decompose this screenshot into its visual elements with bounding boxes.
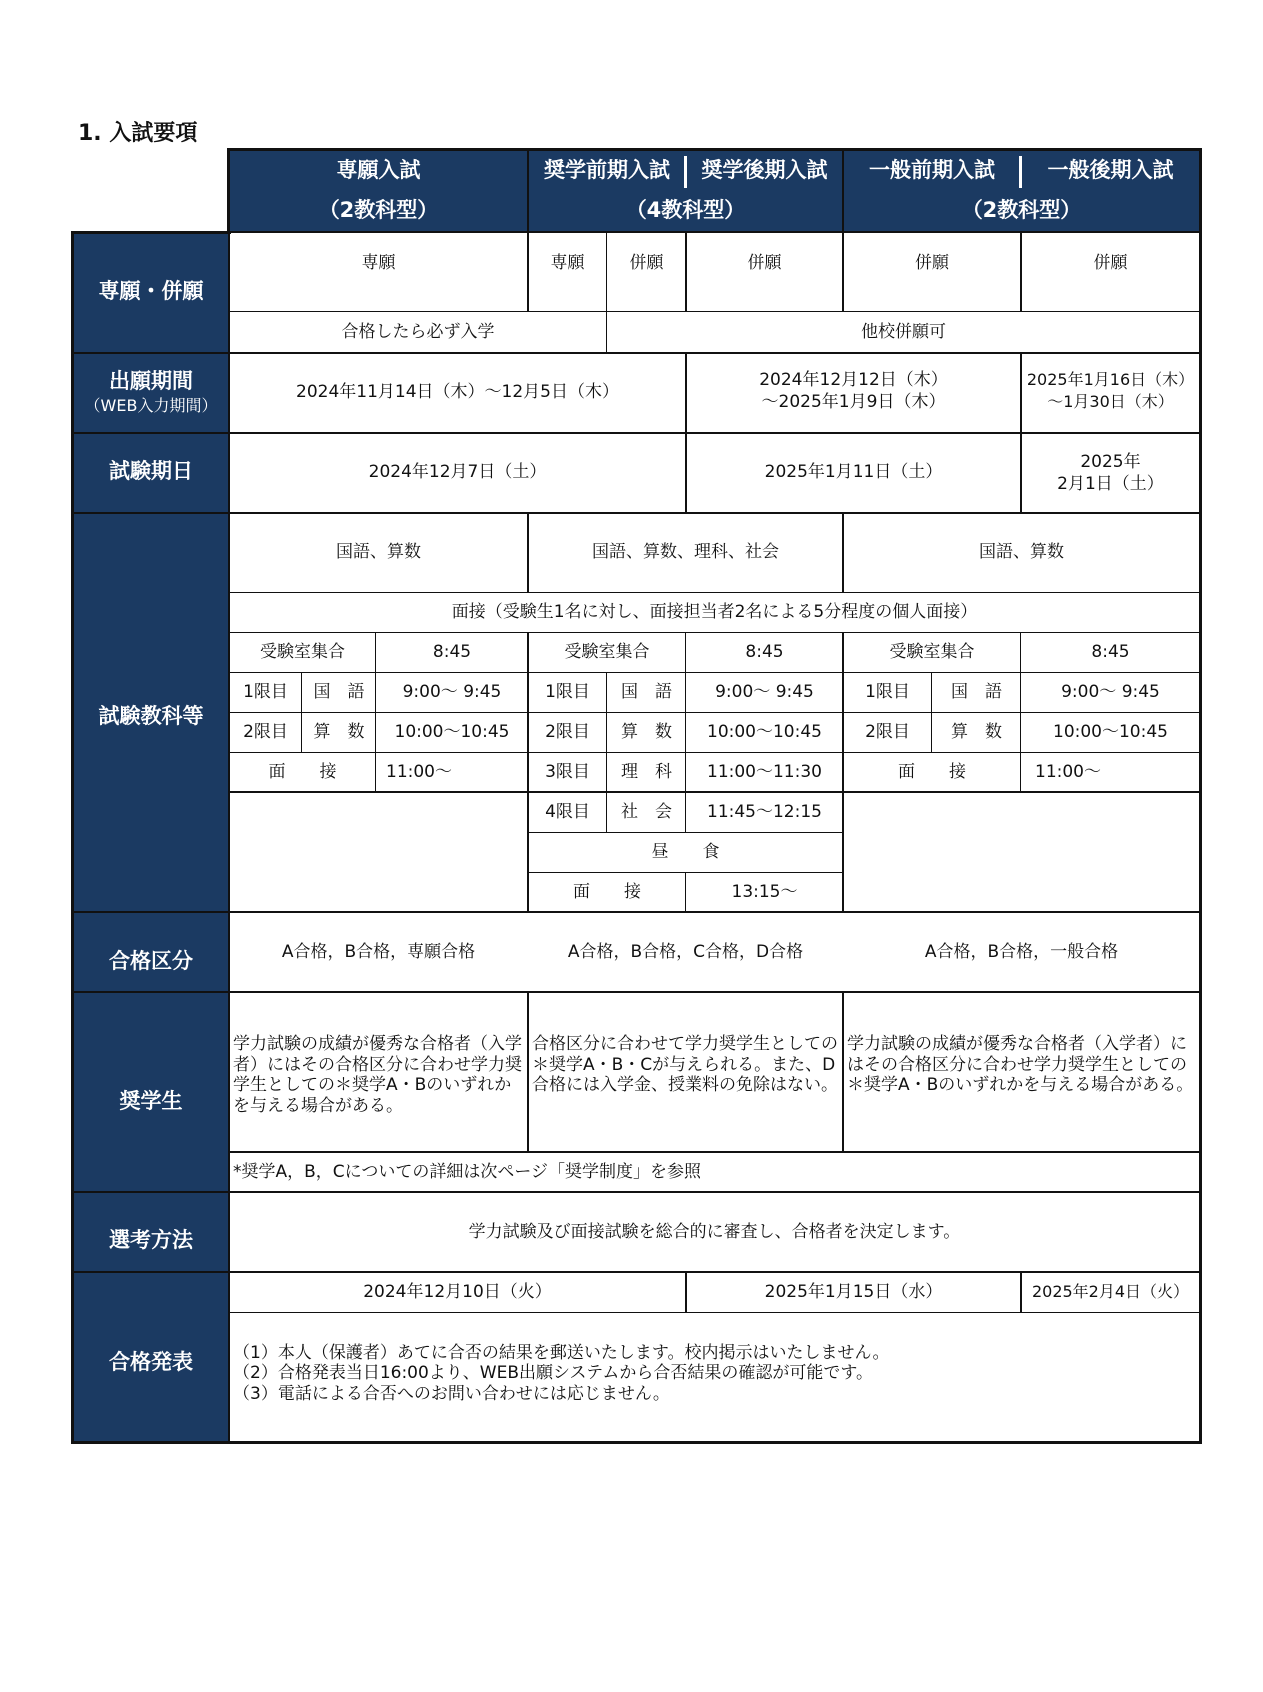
sched2-p1-time: 9:00～ 9:45 bbox=[715, 681, 814, 702]
grid-line bbox=[71, 1191, 1202, 1193]
header-col3-name-b: 一般後期入試 bbox=[1047, 158, 1174, 183]
grid-line bbox=[229, 1151, 1200, 1153]
senkan-v5: 併願 bbox=[915, 252, 949, 273]
sched2-p4: 4限目 bbox=[545, 801, 590, 822]
grid-line bbox=[842, 992, 844, 1152]
grid-line bbox=[71, 231, 74, 1444]
header-col2-type: （4教科型） bbox=[625, 198, 746, 223]
grid-line bbox=[528, 832, 843, 833]
senkan-v4: 併願 bbox=[747, 252, 782, 273]
grid-line bbox=[685, 352, 687, 512]
grid-line bbox=[1199, 148, 1202, 1444]
sched1-interview: 面 接 bbox=[268, 761, 337, 782]
sched3-p2-subj: 算 数 bbox=[951, 721, 1002, 742]
sched3-p1-subj: 国 語 bbox=[951, 681, 1002, 702]
sched2-p2-time: 10:00～10:45 bbox=[707, 721, 822, 742]
sched2-lunch: 昼 食 bbox=[651, 841, 720, 862]
grid-line bbox=[71, 512, 1202, 514]
grid-line bbox=[842, 512, 844, 592]
grid-line bbox=[685, 632, 686, 832]
grid-line bbox=[1020, 352, 1022, 512]
sched2-p3-time: 11:00～11:30 bbox=[707, 761, 822, 782]
grid-line bbox=[527, 632, 529, 912]
senkan-v2: 専願 bbox=[550, 252, 585, 273]
grid-line bbox=[71, 991, 1202, 993]
grid-line bbox=[606, 672, 607, 832]
exam-date-v3-line1: 2025年 bbox=[1080, 451, 1141, 472]
grid-line bbox=[229, 1312, 1200, 1313]
exam-date-v3-line2: 2月1日（土） bbox=[1057, 473, 1164, 494]
header-divider bbox=[684, 156, 687, 188]
sched1-gather: 受験室集合 bbox=[260, 641, 345, 662]
sched2-p3-subj: 理 科 bbox=[621, 761, 672, 782]
sched3-gather: 受験室集合 bbox=[889, 641, 975, 662]
sched1-interview-time: 11:00～ bbox=[386, 761, 452, 782]
sched1-p2: 2限目 bbox=[243, 721, 288, 742]
grid-line bbox=[685, 872, 686, 912]
sched1-p2-time: 10:00～10:45 bbox=[394, 721, 510, 742]
scholarship-note: *奨学A，B，Cについての詳細は次ページ「奨学制度」を参照 bbox=[233, 1161, 701, 1182]
label-announce: 合格発表 bbox=[109, 1350, 193, 1375]
pass-class-v3: A合格，B合格，一般合格 bbox=[924, 941, 1119, 962]
sched2-p2: 2限目 bbox=[545, 721, 590, 742]
header-col3-name-a: 一般前期入試 bbox=[869, 158, 995, 183]
sched3-interview-time: 11:00～ bbox=[1035, 761, 1101, 782]
announce-d1: 2024年12月10日（火） bbox=[363, 1281, 552, 1302]
senkan-note-left: 合格したら必ず入学 bbox=[341, 321, 495, 342]
sched1-p1-time: 9:00～ 9:45 bbox=[402, 681, 502, 702]
sched1-p1-subj: 国 語 bbox=[313, 681, 365, 702]
grid-line bbox=[71, 432, 1202, 434]
header-col1-type: （2教科型） bbox=[318, 198, 439, 223]
sched2-gather: 受験室集合 bbox=[564, 641, 650, 662]
sched2-p1: 1限目 bbox=[545, 681, 590, 702]
sched2-p4-time: 11:45～12:15 bbox=[707, 801, 822, 822]
sched3-p1-time: 9:00～ 9:45 bbox=[1061, 681, 1160, 702]
grid-line bbox=[931, 672, 932, 752]
grid-line bbox=[842, 148, 844, 232]
header-divider bbox=[1019, 156, 1022, 188]
grid-line bbox=[685, 232, 687, 312]
announce-note-2: （2）合格発表当日16:00より、WEB出願システムから合否結果の確認が可能です。 bbox=[233, 1363, 873, 1384]
announce-note-1: （1）本人（保護者）あてに合否の結果を郵送いたします。校内掲示はいたしません。 bbox=[233, 1343, 890, 1363]
sched1-p2-subj: 算 数 bbox=[313, 721, 365, 742]
header-col2-name-b: 奨学後期入試 bbox=[701, 158, 828, 183]
grid-line bbox=[71, 911, 1202, 913]
subjects-s2: 国語、算数、理科、社会 bbox=[592, 541, 779, 562]
scholarship-v1: 学力試験の成績が優秀な合格者（入学者）にはその合格区分に合わせ学力奨学生としての＊奨学A・Bのいずれかを与える場合がある。 bbox=[233, 1034, 522, 1117]
sched3-p2: 2限目 bbox=[865, 721, 910, 742]
grid-line bbox=[527, 512, 529, 592]
header-col3-type: （2教科型） bbox=[961, 198, 1082, 223]
announce-d2: 2025年1月15日（水） bbox=[764, 1281, 943, 1302]
application-v2-line2: ～2025年1月9日（木） bbox=[761, 391, 946, 412]
senkan-v6: 併願 bbox=[1093, 252, 1128, 273]
grid-line bbox=[527, 148, 529, 232]
pass-class-v2: A合格，B合格，C合格，D合格 bbox=[567, 941, 804, 962]
selection-v: 学力試験及び面接試験を総合的に審査し、合格者を決定します。 bbox=[468, 1221, 961, 1242]
exam-date-v2: 2025年1月11日（土） bbox=[764, 461, 943, 482]
grid-line bbox=[527, 232, 529, 312]
label-application-sub: （WEB入力期間） bbox=[84, 396, 218, 416]
application-v2-line1: 2024年12月12日（木） bbox=[759, 369, 948, 390]
sched2-interview: 面 接 bbox=[573, 881, 641, 902]
label-scholarship: 奨学生 bbox=[119, 1089, 183, 1114]
label-exam-date: 試験期日 bbox=[109, 459, 193, 484]
grid-line bbox=[375, 632, 376, 792]
sched2-p1-subj: 国 語 bbox=[621, 681, 672, 702]
grid-line bbox=[228, 231, 230, 1442]
subjects-s1: 国語、算数 bbox=[336, 541, 421, 562]
sched3-p1: 1限目 bbox=[865, 681, 910, 702]
grid-line bbox=[842, 232, 844, 312]
application-v3-line1: 2025年1月16日（木） bbox=[1026, 370, 1195, 390]
senkan-note-right: 他校併願可 bbox=[861, 321, 946, 342]
grid-line bbox=[606, 232, 607, 352]
header-col1-name: 専願入試 bbox=[336, 158, 421, 183]
grid-line bbox=[685, 1272, 687, 1312]
grid-line bbox=[228, 148, 1202, 151]
sched2-p2-subj: 算 数 bbox=[621, 721, 672, 742]
grid-line bbox=[1020, 232, 1022, 312]
senkan-v1: 専願 bbox=[361, 252, 396, 273]
grid-line bbox=[527, 992, 529, 1152]
grid-line bbox=[71, 1441, 1202, 1444]
label-application: 出願期間 bbox=[109, 369, 193, 394]
exam-date-v1: 2024年12月7日（土） bbox=[368, 461, 547, 482]
scholarship-v2: 合格区分に合わせて学力奨学生としての＊奨学A・B・Cが与えられる。また、D合格には入学金、授業料の免除はない。 bbox=[532, 1034, 838, 1096]
label-senkan: 専願・併願 bbox=[98, 279, 204, 304]
sched2-p3: 3限目 bbox=[545, 761, 590, 782]
subjects-s3: 国語、算数 bbox=[979, 541, 1064, 562]
sched1-gather-time: 8:45 bbox=[432, 641, 472, 662]
application-v1: 2024年11月14日（木）～12月5日（木） bbox=[296, 381, 619, 402]
sched2-gather-time: 8:45 bbox=[745, 641, 784, 662]
grid-line bbox=[229, 311, 1200, 312]
application-v3-line2: ～1月30日（木） bbox=[1047, 392, 1174, 412]
grid-line bbox=[1020, 632, 1021, 792]
grid-line bbox=[227, 148, 230, 232]
sched3-interview: 面 接 bbox=[898, 761, 966, 782]
grid-line bbox=[71, 1271, 1202, 1273]
label-subjects: 試験教科等 bbox=[98, 704, 204, 729]
grid-line bbox=[71, 231, 1202, 233]
senkan-v3: 併願 bbox=[629, 252, 664, 273]
pass-class-v1: A合格，B合格，専願合格 bbox=[281, 941, 476, 962]
label-selection: 選考方法 bbox=[109, 1228, 193, 1253]
sched1-p1: 1限目 bbox=[243, 681, 288, 702]
announce-note-3: （3）電話による合否へのお問い合わせには応じません。 bbox=[233, 1383, 670, 1404]
section-title: 1. 入試要項 bbox=[78, 121, 198, 146]
sched3-gather-time: 8:45 bbox=[1091, 641, 1130, 662]
announce-d3: 2025年2月4日（火） bbox=[1031, 1282, 1190, 1302]
grid-line bbox=[229, 592, 1200, 593]
sched2-p4-subj: 社 会 bbox=[621, 801, 672, 822]
label-pass-class: 合格区分 bbox=[109, 949, 193, 974]
sched3-p2-time: 10:00～10:45 bbox=[1053, 721, 1168, 742]
sched2-interview-time: 13:15～ bbox=[731, 881, 798, 902]
grid-line bbox=[301, 672, 302, 752]
announce-notes bbox=[233, 1343, 1193, 1404]
scholarship-v3: 学力試験の成績が優秀な合格者（入学者）にはその合格区分に合わせ学力奨学生としての＊奨学A・Bのいずれかを与える場合がある。 bbox=[847, 1034, 1194, 1096]
grid-line bbox=[1020, 1272, 1022, 1312]
subjects-interview: 面接（受験生1名に対し、面接担当者2名による5分程度の個人面接） bbox=[451, 601, 978, 622]
grid-line bbox=[842, 632, 844, 912]
header-col2-name-a: 奨学前期入試 bbox=[544, 158, 670, 183]
grid-line bbox=[71, 352, 1202, 354]
